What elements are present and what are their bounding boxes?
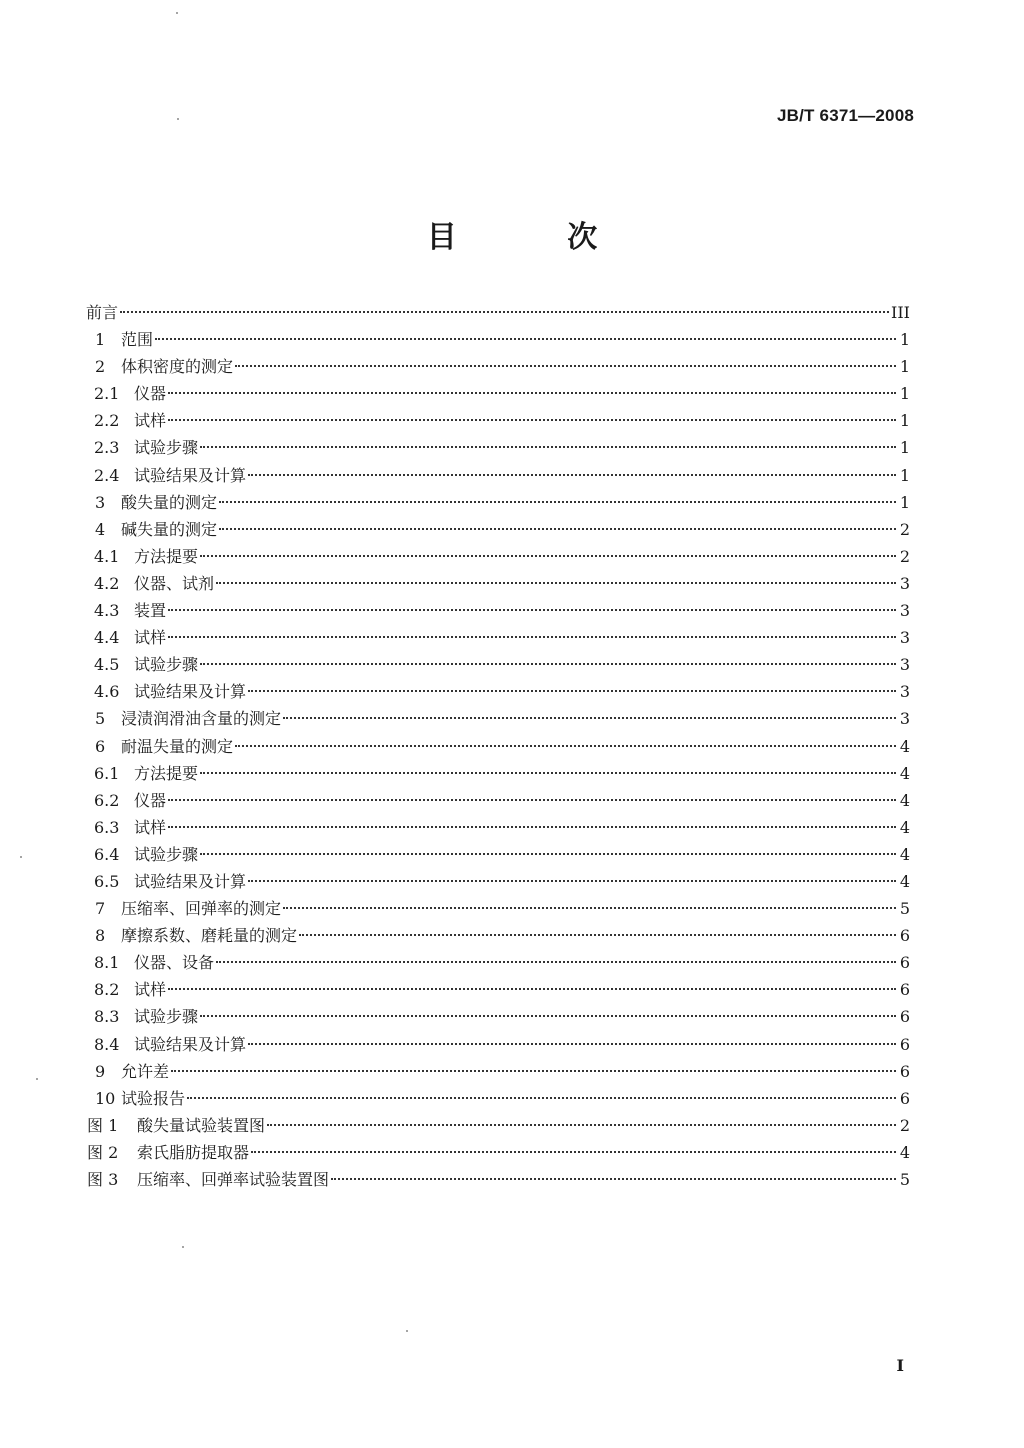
toc-entry-page: 4 [899, 844, 910, 864]
toc-entry-number: 5 [95, 709, 106, 729]
toc-entry-page: 4 [899, 1142, 910, 1162]
toc-entry-number: 4.1 [94, 546, 120, 566]
toc-entry-label: 仪器 [134, 790, 167, 810]
toc-entry-number: 图 2 [87, 1142, 119, 1162]
toc-entry[interactable] [86, 760, 912, 787]
toc-leader-dots [251, 1151, 896, 1153]
toc-entry-label: 仪器、试剂 [134, 573, 215, 593]
toc-entry-page: 5 [899, 1170, 910, 1189]
toc-leader-dots [216, 961, 896, 963]
toc-leader-dots [168, 419, 896, 421]
toc-leader-dots [219, 528, 896, 530]
toc-entry-number: 6.3 [94, 817, 120, 837]
page-number: I [896, 1356, 904, 1375]
toc-entry-page: 3 [899, 601, 910, 621]
toc-entry-number: 9 [95, 1061, 106, 1081]
toc-leader-dots [283, 717, 896, 719]
toc-entry-number: 2.4 [94, 465, 120, 485]
toc-entry-page: 2 [899, 546, 910, 566]
toc-figure-entry[interactable] [86, 1112, 912, 1139]
toc-entry-number: 图 3 [87, 1170, 119, 1189]
toc-entry[interactable] [86, 949, 912, 976]
toc-entry-number: 4.2 [94, 573, 120, 593]
toc-entry-label: 试样 [134, 980, 167, 1000]
toc-entry-page: 4 [899, 790, 910, 810]
toc-entry-page: 3 [899, 628, 910, 648]
toc-entry[interactable] [86, 299, 912, 326]
toc-leader-dots [248, 690, 896, 692]
toc-entry[interactable] [86, 895, 912, 922]
toc-leader-dots [168, 392, 896, 394]
toc-entry-page: 3 [899, 709, 910, 729]
toc-entry[interactable] [86, 489, 912, 516]
scan-speck [177, 118, 179, 120]
toc-entry-number: 2.1 [94, 384, 120, 404]
toc-entry-number: 6.1 [94, 763, 120, 783]
toc-entry-page: 6 [899, 1088, 910, 1108]
toc-entry-page: 2 [899, 519, 910, 539]
toc-entry-label: 摩擦系数、磨耗量的测定 [121, 926, 298, 946]
toc-entry[interactable] [86, 380, 912, 407]
toc-leader-dots [155, 338, 896, 340]
toc-entry-page: 3 [899, 655, 910, 675]
toc-entry-label: 仪器、设备 [134, 953, 215, 973]
toc-entry[interactable] [86, 624, 912, 651]
toc-entry-label: 试验结果及计算 [134, 871, 247, 891]
toc-entry-page: 6 [899, 980, 910, 1000]
toc-entry-label: 耐温失量的测定 [121, 736, 234, 756]
toc-entry[interactable] [86, 1058, 912, 1085]
toc-entry-number: 4.6 [94, 682, 120, 702]
toc-entry-page: 6 [899, 1034, 910, 1054]
toc-entry-label: 碱失量的测定 [121, 519, 218, 539]
toc-leader-dots [168, 799, 896, 801]
toc-entry[interactable] [86, 407, 912, 434]
toc-entry[interactable] [86, 814, 912, 841]
toc-entry-number: 6 [95, 736, 106, 756]
toc-entry-label: 酸失量试验装置图 [137, 1115, 266, 1135]
scan-speck [36, 1078, 38, 1080]
toc-entry-page: 6 [899, 1007, 910, 1027]
toc-entry-number: 4.3 [94, 601, 120, 621]
toc-entry-page: 4 [899, 817, 910, 837]
toc-entry-number: 2 [95, 357, 106, 377]
toc-entry-page: 3 [899, 573, 910, 593]
toc-entry-page: 3 [899, 682, 910, 702]
toc-entry[interactable] [86, 705, 912, 732]
toc-entry-number: 4 [95, 519, 106, 539]
toc-entry-label: 方法提要 [134, 763, 199, 783]
toc-leader-dots [171, 1070, 896, 1072]
toc-leader-dots [283, 907, 896, 909]
toc-leader-dots [248, 1043, 896, 1045]
toc-entry-page: 4 [899, 871, 910, 891]
toc-leader-dots [235, 745, 896, 747]
toc-entry-number: 8.1 [94, 953, 120, 973]
toc-entry-label: 酸失量的测定 [121, 492, 218, 512]
toc-entry-page: 6 [899, 953, 910, 973]
toc-entry[interactable] [86, 326, 912, 353]
toc-entry-page: 5 [899, 899, 910, 919]
toc-entry-page: 1 [899, 492, 910, 512]
toc-entry-number: 6.5 [94, 871, 120, 891]
toc-entry-page: 2 [899, 1115, 910, 1135]
toc-entry[interactable] [86, 570, 912, 597]
toc-entry-number: 7 [95, 899, 106, 919]
toc-leader-dots [331, 1178, 896, 1180]
toc-figure-entry[interactable] [86, 1166, 912, 1193]
toc-entry-number: 4.5 [94, 655, 120, 675]
toc-entry-page: 6 [899, 926, 910, 946]
toc-leader-dots [168, 609, 896, 611]
toc-entry-label: 浸渍润滑油含量的测定 [121, 709, 282, 729]
toc-entry[interactable] [86, 516, 912, 543]
toc-entry-label: 仪器 [134, 384, 167, 404]
toc-leader-dots [267, 1124, 896, 1126]
toc-entry-label: 索氏脂肪提取器 [137, 1142, 250, 1162]
toc-leader-dots [216, 582, 896, 584]
toc-entry[interactable] [86, 1003, 912, 1030]
toc-entry-number: 8.4 [94, 1034, 120, 1054]
toc-leader-dots [248, 880, 896, 882]
toc-figure-entry[interactable] [86, 1139, 912, 1166]
toc-entry-number: 8.3 [94, 1007, 120, 1027]
toc-entry-page: 1 [899, 330, 910, 350]
toc-entry-label: 范围 [121, 330, 154, 350]
toc-entry[interactable] [86, 462, 912, 489]
toc-entry-page: 1 [899, 465, 910, 485]
toc-entry-number: 6.2 [94, 790, 120, 810]
toc-leader-dots [200, 446, 896, 448]
toc-entry-label: 试验步骤 [134, 438, 199, 458]
toc-entry[interactable] [86, 543, 912, 570]
toc-leader-dots [120, 311, 889, 313]
toc-entry-page: 1 [899, 411, 910, 431]
toc-entry-number: 图 1 [87, 1115, 119, 1135]
toc-entry-number: 8.2 [94, 980, 120, 1000]
toc-entry-page: 1 [899, 357, 910, 377]
toc-entry[interactable] [86, 787, 912, 814]
toc-entry-number: 2.3 [94, 438, 120, 458]
toc-entry[interactable] [86, 841, 912, 868]
scan-speck [406, 1330, 408, 1332]
toc-entry[interactable] [86, 678, 912, 705]
toc-entry-number: 3 [95, 492, 106, 512]
toc-leader-dots [235, 365, 896, 367]
toc-leader-dots [168, 636, 896, 638]
toc-entry-label: 体积密度的测定 [121, 357, 234, 377]
toc-entry[interactable] [86, 353, 912, 380]
toc-leader-dots [168, 826, 896, 828]
toc-entry[interactable] [86, 733, 912, 760]
toc-leader-dots [219, 501, 896, 503]
toc-entry-number: 4.4 [94, 628, 120, 648]
scan-speck [20, 856, 22, 858]
toc-leader-dots [187, 1097, 896, 1099]
toc-entry-number: 10 [95, 1088, 116, 1108]
toc-entry[interactable] [86, 597, 912, 624]
toc-entry-page: 4 [899, 736, 910, 756]
toc-entry[interactable] [86, 976, 912, 1003]
toc-leader-dots [248, 474, 896, 476]
table-of-contents [86, 299, 912, 1193]
toc-entry-label: 装置 [134, 601, 167, 621]
toc-entry-page: 1 [899, 438, 910, 458]
toc-entry-label: 试验步骤 [134, 1007, 199, 1027]
scan-speck [176, 12, 178, 14]
toc-entry-label: 试样 [134, 817, 167, 837]
toc-entry-number: 1 [95, 330, 106, 350]
page-title: 目 次 [426, 220, 648, 255]
toc-entry-number: 8 [95, 926, 106, 946]
toc-leader-dots [200, 1015, 896, 1017]
toc-entry-label: 试验结果及计算 [134, 682, 247, 702]
toc-entry-label: 试验报告 [121, 1088, 186, 1108]
scan-speck [182, 1246, 184, 1248]
toc-entry[interactable] [86, 1031, 912, 1058]
toc-entry[interactable] [86, 434, 912, 461]
toc-entry-number: 6.4 [94, 844, 120, 864]
toc-entry-label: 方法提要 [134, 546, 199, 566]
toc-leader-dots [200, 555, 896, 557]
toc-leader-dots [299, 934, 896, 936]
toc-leader-dots [200, 772, 896, 774]
toc-entry-label: 试验结果及计算 [134, 465, 247, 485]
toc-leader-dots [200, 853, 896, 855]
toc-entry[interactable] [86, 922, 912, 949]
toc-entry-page: 1 [899, 384, 910, 404]
toc-entry-label: 试样 [134, 628, 167, 648]
toc-entry-number: 2.2 [94, 411, 120, 431]
toc-entry-page: 4 [899, 763, 910, 783]
toc-entry-page: 6 [899, 1061, 910, 1081]
toc-entry-label: 压缩率、回弹率试验装置图 [137, 1170, 330, 1189]
toc-entry-label: 压缩率、回弹率的测定 [121, 899, 282, 919]
toc-entry-page: III [891, 303, 910, 322]
toc-entry-label: 允许差 [121, 1061, 170, 1081]
toc-entry-label: 试验步骤 [134, 655, 199, 675]
toc-leader-dots [200, 663, 896, 665]
toc-entry[interactable] [86, 1085, 912, 1112]
toc-entry-label: 试验步骤 [134, 844, 199, 864]
toc-entry-label: 试样 [134, 411, 167, 431]
toc-entry[interactable] [86, 868, 912, 895]
standard-number: JB/T 6371—2008 [777, 106, 914, 125]
toc-entry-label: 前言 [86, 303, 119, 322]
toc-entry[interactable] [86, 651, 912, 678]
toc-leader-dots [168, 988, 896, 990]
toc-entry-label: 试验结果及计算 [134, 1034, 247, 1054]
